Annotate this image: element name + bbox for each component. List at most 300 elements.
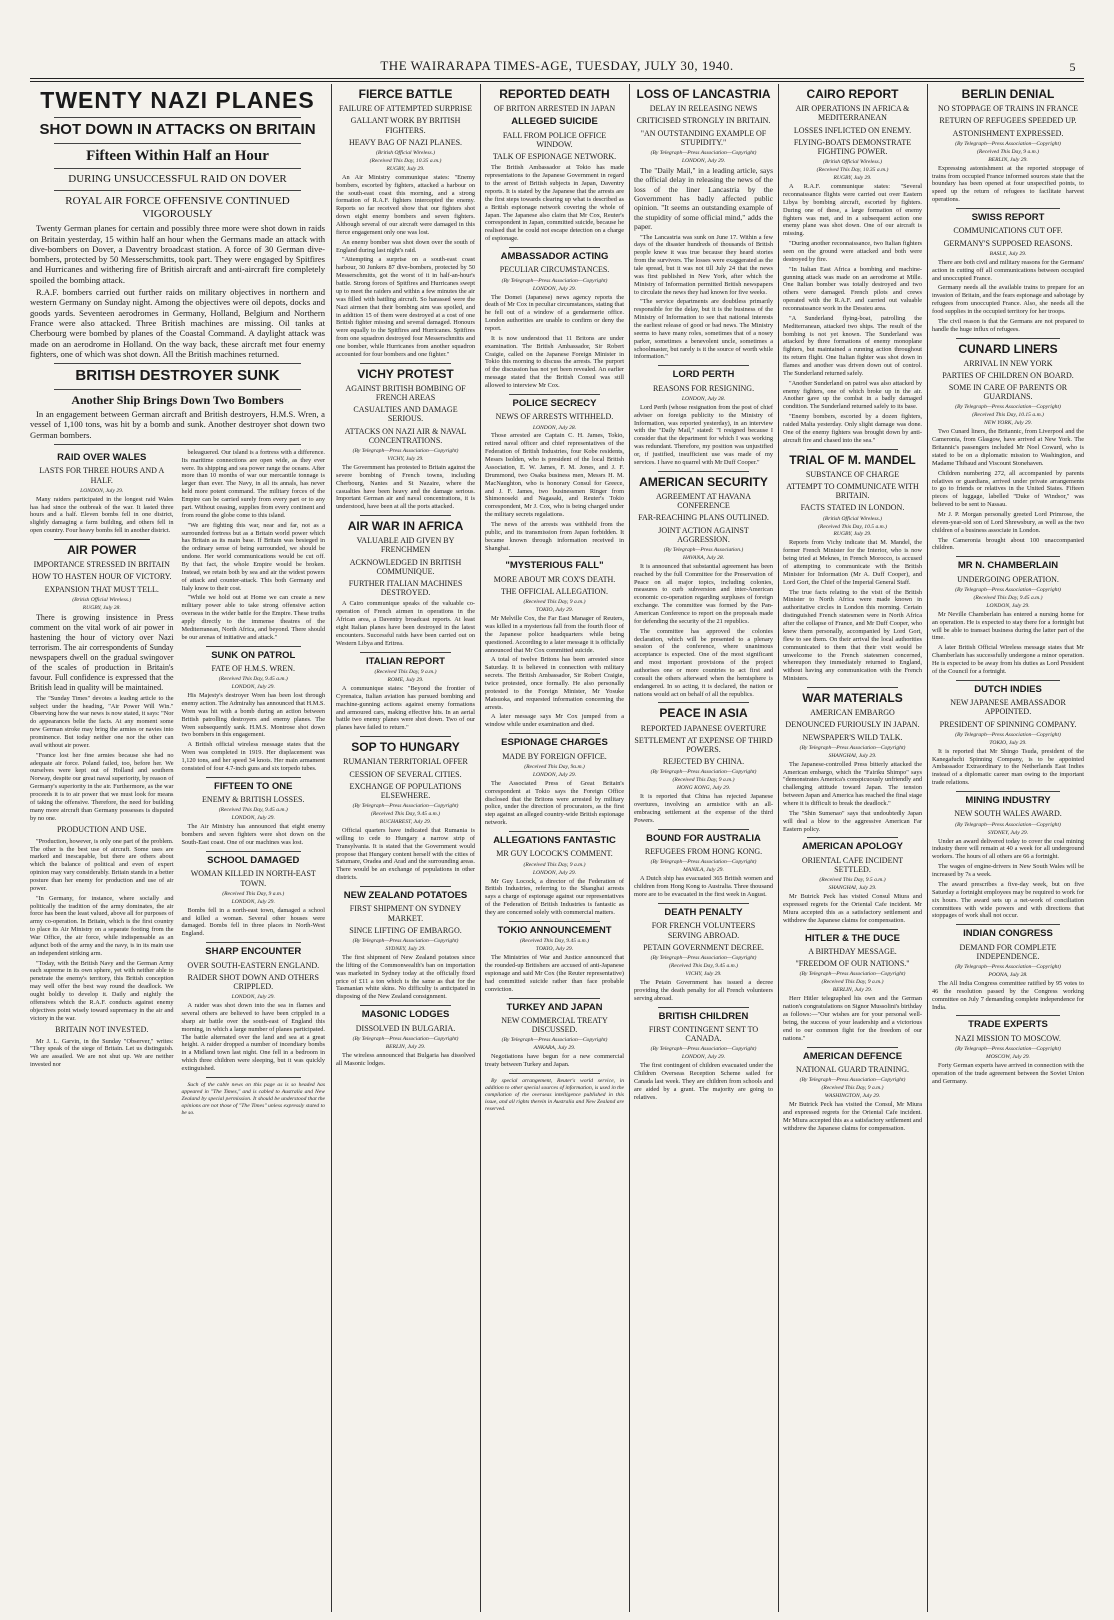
paragraph: A later message says Mr Cox jumped from a window while under examination and died. xyxy=(485,713,624,729)
paragraph: The Cameronia brought about 100 unaccompanied children. xyxy=(932,536,1084,552)
divider xyxy=(956,791,1060,792)
paragraph: The Domei (Japanese) news agency reports the death of Mr Cox in peculiar circumstances, stating that he fell out of a window of a gendarmerie office. London authorities are unable to confirm or deny the report. xyxy=(485,293,624,332)
subheading: THE OFFICIAL ALLEGATION. xyxy=(500,587,609,596)
divider xyxy=(54,190,301,191)
source-line: (British Official Wireless.) xyxy=(823,515,882,522)
dateline: RUGBY, July 29. xyxy=(833,175,872,182)
paragraph: Those arrested are Captain C. H. James, Tokio, retired naval officer and chief representatives of the Federation of British Industries, four Kobe residents, Messrs Isolden, who is president of the local British Association, E. W. James, F. M. Jones, and J. F. Drummond, two Osaka business men, Messrs H. M. MacNaughton, who is honorary Consul for Greece, and J. F. James, two businessmen Ringer from Shimonoseki and Nagasaki, and Reuter's Tokio correspondent, Mr J. Cox, who is being charged under the military secrets regulations. xyxy=(485,432,624,519)
divider xyxy=(658,829,749,830)
headline: TOKIO ANNOUNCEMENT xyxy=(497,924,612,936)
subheading: SINCE LIFTING OF EMBARGO. xyxy=(349,925,462,935)
divider xyxy=(509,998,600,999)
headline: AMERICAN APOLOGY xyxy=(802,841,903,853)
headline: BOUND FOR AUSTRALIA xyxy=(646,832,761,844)
divider xyxy=(956,680,1060,681)
received-line: (Received This Day, 9 a.m.) xyxy=(523,599,586,606)
paragraph: The Japanese-controlled Press bitterly attacked the American embargo, which the "Fairiku Shimpo" says "demonstrates America's conspicuously unfriendly and challenging attitude toward Japan. The tension between Japan and America has reached the final stage where it is difficult to break the deadlock." xyxy=(783,760,922,807)
paragraph: The Ministries of War and Justice announced that the rounded-up Britishers are accused of anti-Japanese espionage and said Mr Cox (the Reuter representative) had committed suicide rather than face probable conviction. xyxy=(485,954,624,993)
paragraph: The first shipment of New Zealand potatoes since the lifting of the Commonwealth's ban on importation was marketed in Sydney today at the officially fixed price of £11 a ton which is the same as that for the Tasmanian white skins. No difficulty is anticipated in disposing of the New Zealand consignment. xyxy=(336,954,475,1001)
paragraph: A R.A.F. communique states: "Several reconnaissance flights were carried out over Eastern Libya by bombing aircraft, escorted by fighters. During one of these, a large formation of enemy fighters was met, and in a subsequent action one enemy plane was shot down. One of our aircraft is missing. xyxy=(783,183,922,238)
headline: BRITISH CHILDREN xyxy=(658,1010,749,1022)
paragraph: Bombs fell in a north-east town, damaged a school and killed a woman. Several other houses were damaged. Bombs fell in three places in North-West England. xyxy=(181,906,325,938)
headline: LOSS OF LANCASTRIA xyxy=(636,87,771,101)
subheading: CRITICISED STRONGLY IN BRITAIN. xyxy=(636,116,771,126)
headline: POLICE SECRECY xyxy=(512,397,597,409)
paragraph: The "Shin Sumenao" says that undoubtedly Japan will deal a blow to the aggressive American Far Eastern policy. xyxy=(783,809,922,833)
paragraph: "A Sunderland flying-boat, patrolling the Mediterranean, attacked two ships. The result of the bombing is not yet known. The Sunderland was attacked by three formations of enemy monoplane fighters, but maintained a running action throughout its return flight. One Italian fighter was shot down in flames and another was driven down out of control. The Sunderland returned safely. xyxy=(783,314,922,377)
dateline: VICHY, July 29. xyxy=(387,455,424,462)
headline: VICHY PROTEST xyxy=(357,366,454,381)
subheading: LOSSES INFLICTED ON ENEMY. xyxy=(793,125,912,135)
headline: MR N. CHAMBERLAIN xyxy=(957,560,1059,572)
headline: AIR POWER xyxy=(67,543,137,557)
headline: INDIAN CONGRESS xyxy=(963,928,1053,940)
divider xyxy=(658,702,749,703)
subheading: ARRIVAL IN NEW YORK xyxy=(963,358,1053,368)
paragraph: The British Ambassador at Tokio has made representations to the Japanese Government in regard to the arrest of British subjects in Japan, Daventry reports. It is stated by the Japanese that the arrests are the first steps towards clearing up what is described as a British espionage network covering the whole of Japan. The Japanese also claim that Mr Cox, Reuter's correspondent in Japan, committed suicide, because he realised that he could not escape detection on a charge of espionage. xyxy=(485,164,624,243)
divider xyxy=(807,1047,898,1048)
paragraph: "In Italian East Africa a bombing and machine-gunning attack was made on an aerodrome at Mille. One Italian bomber was totally destroyed and two others were damaged. French pilots and crews operated with the R.A.F. and carried out valuable reconnaissance work in the Dessieu area. xyxy=(783,265,922,312)
subheading: EXCHANGE OF POPULATIONS ELSEWHERE. xyxy=(349,781,462,800)
subheading: IMPORTANCE STRESSED IN BRITAIN xyxy=(33,560,170,570)
paragraph: "Enemy bombers, escorted by a dozen fighters, raided Malta yesterday. Only slight damage was done. One of the enemy fighters was brought down by anti-aircraft fire and chased into the sea." xyxy=(783,413,922,444)
paragraph: It is reported that China has rejected Japanese overtures, involving an armistice with an all-embracing settlement at the expense of the third Powers. xyxy=(634,793,773,824)
source-line: (By Telegraph—Press Association—Copyright) xyxy=(955,404,1061,411)
paragraph: Mr Guy Locock, a director of the Federation of British Industries, referring to the Shanghai arrests says a charge of espionage against our representatives of the Federation of British Industries is fantastic as they are concerned solely with commercial matters. xyxy=(485,877,624,916)
paragraph: Mr J. L. Garvin, in the Sunday "Observer," writes: "They speak of the siege of Britain. Let us distinguish. We are assailed. We are not shut up. We are neither invested nor xyxy=(30,1037,174,1069)
paragraph: The wages of engine-drivers in New South Wales will be increased by 7s a week. xyxy=(932,863,1084,879)
subheading: ENEMY & BRITISH LOSSES. xyxy=(202,795,305,805)
subheading: DISSOLVED IN BULGARIA. xyxy=(355,1023,456,1033)
subheading: REASONS FOR RESIGNING. xyxy=(652,383,755,393)
headline: REPORTED DEATH xyxy=(499,87,610,101)
received-line: (Received This Day, 9 a.m.) xyxy=(821,1085,884,1092)
divider xyxy=(54,143,301,144)
source-line: (By Telegraph—Press Association—Copyright) xyxy=(955,731,1061,738)
dateline: TOKIO, July 29. xyxy=(535,946,574,953)
subheading: REFUGEES FROM HONG KONG. xyxy=(644,847,763,857)
dateline: TOKIO, July 29. xyxy=(989,739,1027,746)
divider xyxy=(509,733,600,734)
subheading: SUBSTANCE OF CHARGE xyxy=(805,469,900,479)
received-line: (Received This Day, 9 a.m.) xyxy=(672,777,735,784)
subheading: ATTEMPT TO COMMUNICATE WITH BRITAIN. xyxy=(786,481,919,501)
divider xyxy=(956,924,1060,925)
column-5 xyxy=(783,84,922,1612)
source-line: (British Official Wireless.) xyxy=(72,596,132,603)
headline: BERLIN DENIAL xyxy=(961,87,1055,101)
subheading: REPORTED JAPANESE OVERTURE xyxy=(640,723,767,733)
subheading: MORE ABOUT MR COX'S DEATH. xyxy=(493,574,616,584)
headline: DEATH PENALTY xyxy=(664,906,743,918)
paragraph: Two Cunard liners, the Britannic, from Liverpool and the Cameronia, from Glasgow, have arrived at New York. The Britannic's passengers included Mr Noel Coward, who is stated to be on a diplomatic mission to Washington, and Madame Thibaud and Viscount Stonehaven. xyxy=(932,428,1084,467)
divider xyxy=(206,942,302,943)
headline: SUNK ON PATROL xyxy=(211,649,296,661)
paragraph: The committee has approved the colonies declaration, which will be presented to a plenary session of the conference, where unanimous acceptance is expected. One of the most significant and most important provisions of the project authorises one or more countries to act first and consult the others afterward when the hemisphere is endangered. In so acting, it is declared, the nation or nations would act on behalf of all the republics. xyxy=(634,627,773,698)
subheading: DEMAND FOR COMPLETE INDEPENDENCE. xyxy=(959,942,1057,961)
column-rule xyxy=(927,84,928,1612)
subheading: "FREEDOM OF OUR NATIONS." xyxy=(795,959,910,969)
paragraph: A Cairo communique speaks of the valuable co-operation of French airmen in operations in the African area, a Daventry broadcast reports. At least eight Italian planes have been destroyed in the latest encounters. Successful raids have been carried out on Western Libya and Eritrea. xyxy=(336,600,475,647)
subheading: A BIRTHDAY MESSAGE. xyxy=(808,947,897,957)
paragraph: "During another reconnaissance, two Italian fighters seen on the ground were attacked and both were destroyed by fire. xyxy=(783,240,922,263)
subheading: FIRST CONTINGENT SENT TO CANADA. xyxy=(648,1024,759,1044)
paragraph: A raider was shot down into the sea in flames and several others are believed to have been crippled in a sharp air battle over the south-east of England this morning, in which a large number of planes participated. The battle alternated over the land and sea at a great height. A raider dropped a number of incendiary bombs in a Midland town last night. One fell in a bedroom in which three children were sleeping, but it was quickly extinguished. xyxy=(181,1002,325,1072)
received-line: (Received This Day, 10.35 a.m.) xyxy=(369,157,442,164)
divider xyxy=(206,777,302,778)
subheading: RUMANIAN TERRITORIAL OFFER xyxy=(343,757,468,767)
dateline: LONDON, July 29. xyxy=(80,487,124,494)
dateline: RUGBY, July 29. xyxy=(386,165,425,172)
dateline: LONDON, July 29. xyxy=(681,157,726,164)
paragraph: Official quarters have indicated that Rumania is willing to cede to Hungary a narrow strip of Transylvania. It is stated that the Government would propose that Hungary content herself with the cities of Satumare, Oradea and Arad and the surrounding areas. There would be an exchange of populations in other districts. xyxy=(336,827,475,882)
paragraph: A communique states: "Beyond the frontier of Cyrenaica, Italian aviation has pursued bombing and machine-gunning actions against enemy formations and armoured cars, making effective hits. In an aerial battle two enemy planes were shot down. Two of our planes have failed to return." xyxy=(336,684,475,732)
lead-story xyxy=(30,223,325,359)
subheading: COMMUNICATIONS CUT OFF. xyxy=(953,226,1063,236)
sub-column-right xyxy=(182,449,326,1119)
divider xyxy=(658,365,749,366)
subheading: MADE BY FOREIGN OFFICE. xyxy=(502,751,607,761)
dateline: LONDON, July 28. xyxy=(681,395,726,402)
divider xyxy=(509,831,600,832)
subheading: RETURN OF REFUGEES SPEEDED UP. xyxy=(939,116,1077,126)
divider xyxy=(206,1077,302,1078)
source-line: (By Telegraph—Press Association—Copyright) xyxy=(352,447,459,454)
paragraph: Herr Hitler telegraphed his own and the German nation's congratulations on Signor Mussolini's birthday as follows:—"Our wishes are for your personal well-being, the success of your leadership and a victorious end to our common fight for the freedom of our nations." xyxy=(783,995,922,1042)
masthead-rule xyxy=(30,78,1084,79)
subheading: REJECTED BY CHINA. xyxy=(662,757,745,767)
subheading: FAILURE OF ATTEMPTED SURPRISE xyxy=(339,104,472,114)
subheading: ACKNOWLEDGED IN BRITISH COMMUNIQUE. xyxy=(349,557,462,576)
dateline: MANILA, July 29. xyxy=(683,867,724,874)
dateline: POONA, July 28. xyxy=(988,972,1028,979)
column-4 xyxy=(634,84,773,1612)
subheading: AMERICAN EMBARGO xyxy=(810,708,895,718)
dateline: LONDON, July 29. xyxy=(231,898,275,905)
received-line: (Received This Day, 9 a.m.) xyxy=(523,861,586,868)
headline: NEW ZEALAND POTATOES xyxy=(343,890,468,902)
headline: SOP TO HUNGARY xyxy=(351,740,460,755)
paragraph: In an engagement between German aircraft and British destroyers, H.M.S. Wren, a vessel of 1,100 tons, was hit by a bomb and sunk. Another destroyer shot down two German bombers. xyxy=(30,408,325,440)
divider xyxy=(807,837,898,838)
source-line: (By Telegraph—Press Association—Copyright) xyxy=(650,859,757,866)
headline: FIFTEEN TO ONE xyxy=(214,780,293,792)
divider xyxy=(509,394,600,395)
divider xyxy=(509,247,600,248)
paragraph: Mr Melville Cox, the Far East Manager of Reuters, was killed in a mysterious fall from the fourth floor of the Japanese police headquarters while being questioned. According to a later message it is officially announced that Mr Cox committed suicide. xyxy=(485,615,624,654)
dateline: LONDON, July 29. xyxy=(681,1054,726,1061)
headline: Another Ship Brings Down Two Bombers xyxy=(71,392,284,407)
dateline: ANKARA, July 29. xyxy=(533,1045,576,1052)
subheading: HOW TO HASTEN HOUR OF VICTORY. xyxy=(31,572,172,582)
headline: ALLEGATIONS FANTASTIC xyxy=(493,834,616,846)
subheading: LASTS FOR THREE HOURS AND A HALF. xyxy=(39,466,165,485)
column-rule xyxy=(331,84,332,1612)
subheading: FAR-REACHING PLANS OUTLINED. xyxy=(638,513,769,523)
source-line: (British Official Wireless.) xyxy=(823,159,882,166)
divider xyxy=(206,851,302,852)
subheading: HEAVY BAG OF NAZI PLANES. xyxy=(348,137,463,147)
paragraph: Many raiders participated in the longest raid Wales has had since the outbreak of the war. It lasted three hours and a half. Eleven bombs fell in one district, slightly damaging a farm building, and others fell in open country. Four heavy bombs fell in another district. xyxy=(30,495,174,535)
source-line: (By Telegraph—Press Association—Copyright) xyxy=(650,769,757,776)
subheading: PETAIN GOVERNMENT DECREE. xyxy=(643,942,764,952)
divider xyxy=(360,363,451,364)
divider xyxy=(360,736,451,737)
column-2 xyxy=(336,84,475,1612)
source-line: (By Telegraph—Press Association—Copyright) xyxy=(799,971,906,978)
source-line: (By Telegraph—Press Association—Copyright) xyxy=(955,1046,1061,1053)
divider xyxy=(360,886,451,887)
dateline: BASLE, July 29. xyxy=(989,250,1027,257)
column-1 xyxy=(30,84,325,1612)
dateline: LONDON, July 29. xyxy=(532,869,577,876)
headline: AMBASSADOR ACTING xyxy=(500,250,609,262)
divider xyxy=(54,363,301,364)
subheading: VALUABLE AID GIVEN BY FRENCHMEN xyxy=(356,536,455,555)
paragraph: Under an award delivered today to cover the coal mining industry there will remain at 40 a week for all underground workers. The hours of all others are 66 a fortnight. xyxy=(932,837,1084,861)
divider xyxy=(509,921,600,922)
page-number: 5 xyxy=(1069,60,1076,74)
divider xyxy=(360,652,451,653)
headline: FIERCE BATTLE xyxy=(358,87,453,101)
paragraph: "Today, with the British Navy and the German Army each supreme in its own sphere, yet with neither able to penetrate the enemy's territory, this British conception may well offer the best way round the deadlock. We ought boldly to develop it. Daily and nightly the offensives which the R.A.F. conducts against enemy objectives point wisely toward supremacy in the air and victory in the war. xyxy=(30,959,174,1022)
headline: AMERICAN SECURITY xyxy=(639,474,768,489)
headline: DUTCH INDIES xyxy=(974,683,1042,695)
dateline: RUGBY, July 28. xyxy=(82,604,121,611)
divider xyxy=(956,556,1060,557)
paragraph: beleaguered. Our island is a fortress with a difference. Its maritime connections are open wide, as they ever were. Its shipping and sea power range the oceans. After more than 10 months of war our mercantile tonnage is larger than ever. The Navy, in all its annals, has never held more potent command. The military forces of the Empire can be carried surely from every part or to any part. Without ceasing, supplies from every continent and from round the globe come to this island. xyxy=(181,448,325,519)
subheading: NATIONAL GUARD TRAINING. xyxy=(795,1064,910,1074)
divider xyxy=(956,338,1060,339)
received-line: (Received This Day, 9 a.m.) xyxy=(821,979,884,986)
divider xyxy=(509,1073,600,1074)
subheading: OF BRITON ARRESTED IN JAPAN xyxy=(493,104,616,114)
subheading: PECULIAR CIRCUMSTANCES. xyxy=(499,265,610,275)
subheading: FIRST SHIPMENT ON SYDNEY MARKET. xyxy=(349,904,462,923)
headline: AMERICAN DEFENCE xyxy=(802,1050,903,1062)
headline: Fifteen Within Half an Hour xyxy=(86,147,269,164)
subheading: FURTHER ITALIAN MACHINES DESTROYED. xyxy=(348,579,463,598)
headline: MASONIC LODGES xyxy=(361,1009,450,1021)
paragraph: The wireless announced that Bulgaria has dissolved all Masonic lodges. xyxy=(336,1051,475,1067)
dateline: SHANGHAI, July 29. xyxy=(828,885,877,892)
paragraph: "While we hold out at Home we can create a new military power able to take strong offensive action overseas in the wider battle for the Empire. These truths apply directly to the immense theatres of the Mediterranean, North Africa, and beyond. There should be our arenas of initiative and attack." xyxy=(181,594,325,641)
divider xyxy=(54,539,150,540)
source-line: (By Telegraph—Press Association—Copyright) xyxy=(352,1035,459,1042)
headline: ESPIONAGE CHARGES xyxy=(501,737,608,749)
headline: TRADE EXPERTS xyxy=(968,1019,1048,1031)
received-line: (Received This Day, 9.5 a.m.) xyxy=(819,877,886,884)
paragraph: The first contingent of children evacuated under the Children Overseas Reception Scheme sailed for Canada last week. They are children from schools and are aided by a grant. The majority are going to relatives. xyxy=(634,1062,773,1101)
subheading: ATTACKS ON NAZI AIR & NAVAL CONCENTRATIONS. xyxy=(344,426,467,445)
source-line: (By Telegraph—Press Association—Copyright) xyxy=(352,938,459,945)
source-line: (By Telegraph—Press Association—Copyright) xyxy=(650,954,757,961)
headline: RAID OVER WALES xyxy=(57,451,147,463)
paragraph: The "Daily Mail," in a leading article, says the official delay in releasing the news of the loss of the liner Lancastria by the Government has badly affected public opinion. "It seems an outstanding example of the stupidity of some official mind," adds the paper. xyxy=(634,165,773,232)
subheading: CESSION OF SEVERAL CITIES. xyxy=(349,769,462,779)
subheading: NEW SOUTH WALES AWARD. xyxy=(954,809,1062,819)
headline: TWENTY NAZI PLANES xyxy=(40,87,315,113)
paragraph: His Majesty's destroyer Wren has been lost through enemy action. The Admiralty has announced that H.M.S. Wren was hit with a bomb during an action between British patrolling destroyers and enemy planes. The Wren subsequently sank. H.M.S. Montrose shot down two bombers in this engagement. xyxy=(181,692,325,739)
masthead-rule-2 xyxy=(30,81,1084,82)
received-line: (Received This Day, 9 a.m.) xyxy=(374,669,437,675)
dateline: SHANGHAI, July 29. xyxy=(828,752,877,759)
subheading: MR GUY LOCOCK'S COMMENT. xyxy=(496,849,613,859)
copyright-note: Such of the cable news on this page as is so headed has appeared in "The Times," and is cabled to Australia and New Zealand by special permission. It should be understood that the opinions are not those of "The Times" unless expressly stated to be so. xyxy=(181,1081,325,1116)
divider xyxy=(206,646,302,647)
paragraph: "The Lancastria was sunk on June 17. Within a few days of the disaster hundreds of thousands of British people knew it was true because they heard stories from the survivors. The losses were exaggerated as the tale spread, but it was not till July 24 that the news was first published in New York, after which the Ministry of Information permitted British newspapers to circulate the news they had known for five weeks. xyxy=(634,233,773,296)
paragraph: "Production, however, is only one part of the problem. The other is the best use of aircraft. Some uses are marked and inescapable, but there are others about which the balance of political and even of expert opinion may vary considerably. Britain stands in a better posture than her enemy for production and use of air power. xyxy=(30,837,174,892)
sub-column-left xyxy=(30,449,174,1119)
subheading: FACTS STATED IN LONDON. xyxy=(800,503,905,513)
source-line: (By Telegraph—Press Association—Copyright) xyxy=(955,821,1061,828)
subheading: TALK OF ESPIONAGE NETWORK. xyxy=(492,152,617,162)
dateline: RUGBY, July 29. xyxy=(833,531,872,538)
column-rule xyxy=(778,84,779,1612)
paragraph: A later British Official Wireless message states that Mr Chamberlain has successfully undergone a minor operation. He is expected to be away from his duties as Lord President of the Council for a fortnight. xyxy=(932,644,1084,675)
dateline: LONDON, July 29. xyxy=(231,994,275,1001)
headline: WAR MATERIALS xyxy=(802,690,903,705)
source-line: (By Telegraph—Press Association—Copyright) xyxy=(501,1037,608,1044)
subheading: NEW JAPANESE AMBASSADOR APPOINTED. xyxy=(950,698,1066,717)
paragraph: The true facts relating to the visit of the British Minister to North Africa were made known in authoritative circles in London this morning. Certain distinguished French statesmen were in North Africa after the collapse of France, and Mr Duff Cooper, who knew them personally, accompanied by Lord Gort, flew to see them. On their arrival the local authorities communicated to them that their visit would be unwelcome to the French statesmen concerned, whereupon they immediately returned to England, without having any communication with the French Ministers. xyxy=(783,588,922,683)
divider xyxy=(658,1007,749,1008)
subheading: ROYAL AIR FORCE OFFENSIVE CONTINUED VIGOROUSLY xyxy=(65,194,290,220)
divider xyxy=(54,389,301,390)
dateline: SYDNEY, July 29. xyxy=(987,829,1029,836)
dateline: HAVANA, July 28. xyxy=(682,554,725,561)
sub-columns xyxy=(30,449,325,1119)
headline: SHARP ENCOUNTER xyxy=(205,946,302,958)
dateline: WASHINGTON, July 29. xyxy=(824,1093,881,1100)
paragraph: It is announced that substantial agreement has been reached by the full Committee for the Preservation of Peace on all major topics, including colonies, measures to curb subversion and inter-American economic co-operation regarding surpluses of foreign exchange. The committee was formed by the Pan-American Conference to report on the proposals made for defending the security of the 21 republics. xyxy=(634,562,773,625)
paragraph: "The service departments are doubtless primarily responsible for the delay, but it is the business of the Ministry of Information to see that national interests the earliest release of good or bad news. The Ministry seems to have many roles, sometimes that of a nosey parker, sometimes a benevolent uncle, sometimes a schoolmaster, but rarely is it the source of worth while information." xyxy=(634,298,773,361)
paragraph: Expressing astonishment at the reported stoppage of trains from occupied France informed sources state that the boundary has been opened at four unspecified points, to speed up the return of refugees to facilitate harvest operations. xyxy=(932,164,1084,204)
received-line: (Received This Day, 9a.m.) xyxy=(524,763,585,770)
column-6 xyxy=(932,84,1084,1612)
masthead xyxy=(30,58,1084,78)
subheading: NAZI MISSION TO MOSCOW. xyxy=(955,1033,1061,1043)
headline: CUNARD LINERS xyxy=(958,341,1058,356)
paragraph: The Air Ministry has announced that eight enemy bombers and seven fighters were shot down on the South-East coast. One of our machines was lost. xyxy=(181,823,325,847)
subheading: NO STOPPAGE OF TRAINS IN FRANCE xyxy=(937,104,1079,114)
divider xyxy=(54,444,301,445)
subheading: CASUALTIES AND DAMAGE SERIOUS. xyxy=(353,405,458,424)
paragraph: Negotiations have begun for a new commercial treaty between Turkey and Japan. xyxy=(485,1053,624,1069)
paragraph: An Air Ministry communique states: "Enemy bombers, escorted by fighters, attacked a harbour on the south-east coast this morning, and a strong formation of R.A.F. fighters intercepted the enemy. Reports so far received show that our fighters shot down eight enemy bombers and seven fighters. Although several of our aircraft were damaged in this fierce engagement only one was lost. xyxy=(336,173,475,236)
subheading: AGAINST BRITISH BOMBING OF FRENCH AREAS xyxy=(345,383,466,403)
paragraph: The award prescribes a five-day week, but on five Saturday a fortnight employees may be required to work for six hours. The award sets up a net-work of conciliation committees with wide powers and with directions that stoppages of work shall not occur. xyxy=(932,880,1084,920)
dateline: LONDON, July 29. xyxy=(231,684,275,691)
dateline: SYDNEY, July 29. xyxy=(385,946,426,953)
paragraph: Reports from Vichy indicate that M. Mandel, the former French Minister for the Interior, who is now being tried at Meknes, in French Morocco, is accused of attempting to communicate with the British Minister for Information (Mr A. Duff Cooper), and Lord Gort, the Chief of the Imperial General Staff. xyxy=(783,539,922,586)
dateline: BUCHAREST, July 29. xyxy=(379,819,432,826)
column-rule xyxy=(480,84,481,1612)
dateline: MOSCOW, July 29. xyxy=(986,1054,1030,1061)
subheading: GALLANT WORK BY BRITISH FIGHTERS. xyxy=(350,116,461,135)
source-line: (By Telegraph—Press Association—Copyright) xyxy=(501,277,608,284)
paragraph: "We are fighting this war, near and far, not as a surrounded fortress but as a Britain world power which has Britain as its main base. If Britain was besieged in the ordinary sense of being surrounded, we should be undone. Her world communications would be cut off. By that fact, the whole Empire would be broken. Instead, we retain both by sea and air the widest powers of attack and counter-attack. This both Germany and Italy know to their cost. xyxy=(181,521,325,592)
received-line: (Received This Day, 9.45 a.m.) xyxy=(973,594,1043,601)
lead-story xyxy=(30,409,325,440)
received-line: (Received This Day, 10.35 a.m.) xyxy=(816,167,889,174)
subheading: BRITAIN NOT INVESTED. xyxy=(55,1025,149,1035)
paragraph: An enemy bomber was shot down over the south of England during last night's raid. xyxy=(336,238,475,254)
subheading: ASTONISHMENT EXPRESSED. xyxy=(952,128,1064,138)
column-rule xyxy=(629,84,630,1612)
headline: ALLEGED SUICIDE xyxy=(511,116,598,128)
paragraph: It is reported that Mr Shingo Tsuda, president of the Kanegafuchi Spinning Company, is to be appointed Ambassador Extraordinary to the Netherlands East Indies instead of a diplomatic career man owing to the important trade relations. xyxy=(932,747,1084,787)
divider xyxy=(360,515,451,516)
dateline: BERLIN, July 29. xyxy=(385,1043,426,1050)
paragraph: "Attempting a surprise on a south-east coast harbour, 30 Junkers 87 dive-bombers, protected by 50 Messerschmitts, got the worst of it in half-an-hour's battle. Strong forces of Spitfires and Hurricanes swept up to meet the raiders and within a few minutes the air was filled with battling aircraft. So harassed were the Nazi airmen that their bombing aim was spoiled, and in addition 15 of them were destroyed at a cost of one British fighter missing and several damaged. Honours were equally to the Spitfires and Hurricanes. Spitfires from one squadron destroyed four Messerschmitts and one bomber, while Hurricanes from another squadron accounted for four bombers and one fighter." xyxy=(336,256,475,358)
paragraph: "Another Sunderland on patrol was also attacked by enemy fighters, one of which broke up in the air. Another gave up the combat in a badly damaged condition. The Sunderland returned safely to its base. xyxy=(783,379,922,411)
subheading: UNDERGOING OPERATION. xyxy=(957,574,1059,584)
headline: SCHOOL DAMAGED xyxy=(207,854,300,866)
received-line: (Received This Day, 9.45 a.m.) xyxy=(218,676,288,683)
divider xyxy=(807,929,898,930)
headline: "MYSTERIOUS FALL" xyxy=(505,560,604,572)
received-line: (Received This Day, 9.45 a.m.) xyxy=(218,807,288,814)
source-line: (By Telegraph—Press Association—Copyright) xyxy=(650,149,757,156)
dateline: BERLIN, July 29. xyxy=(988,156,1028,163)
subheading: PARTIES OF CHILDREN ON BOARD. xyxy=(942,370,1074,380)
subheading: FATE OF H.M.S. WREN. xyxy=(211,663,295,673)
paragraph: Children numbering 272, all accompanied by parents relatives or guardians, arrived under private arrangements to go to friends or relatives in the United States. Fifteen pieces of luggage, labelled "Duke of Windsor," was believed to be sent to Nassau. xyxy=(932,469,1084,509)
source-line: (By Telegraph—Press Association—Copyright) xyxy=(799,744,906,751)
masthead-title: THE WAIRARAPA TIMES-AGE, TUESDAY, JULY 30, 1940. xyxy=(380,58,734,73)
paragraph: Forty German experts have arrived in connection with the operation of the trade agreement between the Soviet Union and Germany. xyxy=(932,1062,1084,1085)
subheading: FOR FRENCH VOLUNTEERS SERVING ABROAD. xyxy=(651,921,756,940)
subheading: SOME IN CARE OF PARENTS OR GUARDIANS. xyxy=(948,383,1068,402)
paragraph: Twenty German planes for certain and possibly three more were shot down in raids on Britain yesterday, 15 within half an hour when the Germans made an attack with dive-bombers on Dover, a Daventry broadcast station. A force of 30 German dive-bombers, protected by 50 Messerschmitts, took part. They were engaged by Spitfires and Hurricanes and withering fire of British aircraft and anti-aircraft fire completely spoiled the bombing attack. xyxy=(30,223,325,285)
subheading: AIR OPERATIONS IN AFRICA & MEDITERRANEAN xyxy=(795,104,910,123)
divider xyxy=(360,1005,451,1006)
paragraph: Mr Neville Chamberlain has entered a nursing home for an operation. He is expected to stay there for a fortnight but will be able to transact business during the latter part of the time. xyxy=(932,610,1084,642)
headline: HITLER & THE DUCE xyxy=(805,932,900,944)
subheading: EXPANSION THAT MUST TELL. xyxy=(44,584,159,594)
dateline: HONG KONG, July 29. xyxy=(676,785,731,792)
subheading: JOINT ACTION AGAINST AGGRESSION. xyxy=(658,525,749,544)
dateline: ROME, July 29. xyxy=(387,676,424,683)
divider xyxy=(807,687,898,688)
headline: SWISS REPORT xyxy=(971,212,1045,223)
source-line: (By Telegraph—Press Association.) xyxy=(663,546,744,553)
subheading: DENOUNCED FURIOUSLY IN JAPAN. xyxy=(785,720,920,730)
headline: ITALIAN REPORT xyxy=(366,655,445,667)
subheading: "AN OUTSTANDING EXAMPLE OF STUPIDITY." xyxy=(640,128,767,147)
paragraph: The Petain Government has issued a decree providing the death penalty for all French volunteers serving abroad. xyxy=(634,978,773,1002)
headline: TURKEY AND JAPAN xyxy=(506,1001,603,1013)
paragraph: A total of twelve Britons has been arrested since Saturday. It is believed in connection with military secrets. The British Ambassador, Sir Robert Craigie, twice protested, once formally. He also personally protested to the Foreign Minister, Mr Yosuke Matsuoka, and requested information concerning the arrests. xyxy=(485,656,624,711)
paragraph: Mr J. P. Morgan personally greeted Lord Primrose, the eleven-year-old son of Lord Shrewsbury, as well as the two children of a business associate in London. xyxy=(932,511,1084,534)
paragraph: R.A.F. bombers carried out further raids on military objectives in northern and western Germany on Sunday night. Among the objectives were oil depots, docks and goods yards. Seventeen aerodromes in Germany, Holland, Belgium and Northern France were also attacked. Three British machines are missing. Oil tanks at Cherbourg were bombed by planes of the Coastal Command. A daylight attack was made on an aerodrome in Holland. On the way back, these aircraft met four enemy fighters, one of which was shot down. All the British machines returned. xyxy=(30,287,325,359)
source-line: (By Telegraph—Press Association—Copyright) xyxy=(955,586,1061,593)
paragraph: There is growing insistence in Press comment on the vital work of air power in hastening the hour of victory over Nazi terrorism. The air correspondents of Sunday newspapers dwell on the gradual swingover of the scales of production in Britain's favour. Full confidence is expressed that the British lead in quality will be maintained. xyxy=(30,612,174,692)
source-line: (British Official Wireless.) xyxy=(376,149,435,156)
subheading: DELAY IN RELEASING NEWS xyxy=(649,104,758,114)
subheading: SETTLEMENT AT EXPENSE OF THIRD POWERS. xyxy=(634,735,773,755)
headline: LORD PERTH xyxy=(672,369,735,381)
received-line: (Received This Day, 9.45 a.m.) xyxy=(371,811,440,818)
subheading: RAIDER SHOT DOWN AND OTHERS CRIPPLED. xyxy=(187,972,319,991)
paragraph: A British official wireless message states that the Wren was completed in 1919. Her displacement was 1,120 tons, and her speed 34 knots. Her main armament consisted of four 4.7-inch guns and six torpedo tubes. xyxy=(181,741,325,772)
headline: PEACE IN ASIA xyxy=(659,706,748,721)
subheading: FLYING-BOATS DEMONSTRATE FIGHTING POWER. xyxy=(793,137,912,156)
subheading: NEWS OF ARRESTS WITHHELD. xyxy=(495,412,614,422)
dateline: LONDON, July 29. xyxy=(532,771,577,778)
subheading: ORIENTAL CAFE INCIDENT SETTLED. xyxy=(801,855,904,875)
